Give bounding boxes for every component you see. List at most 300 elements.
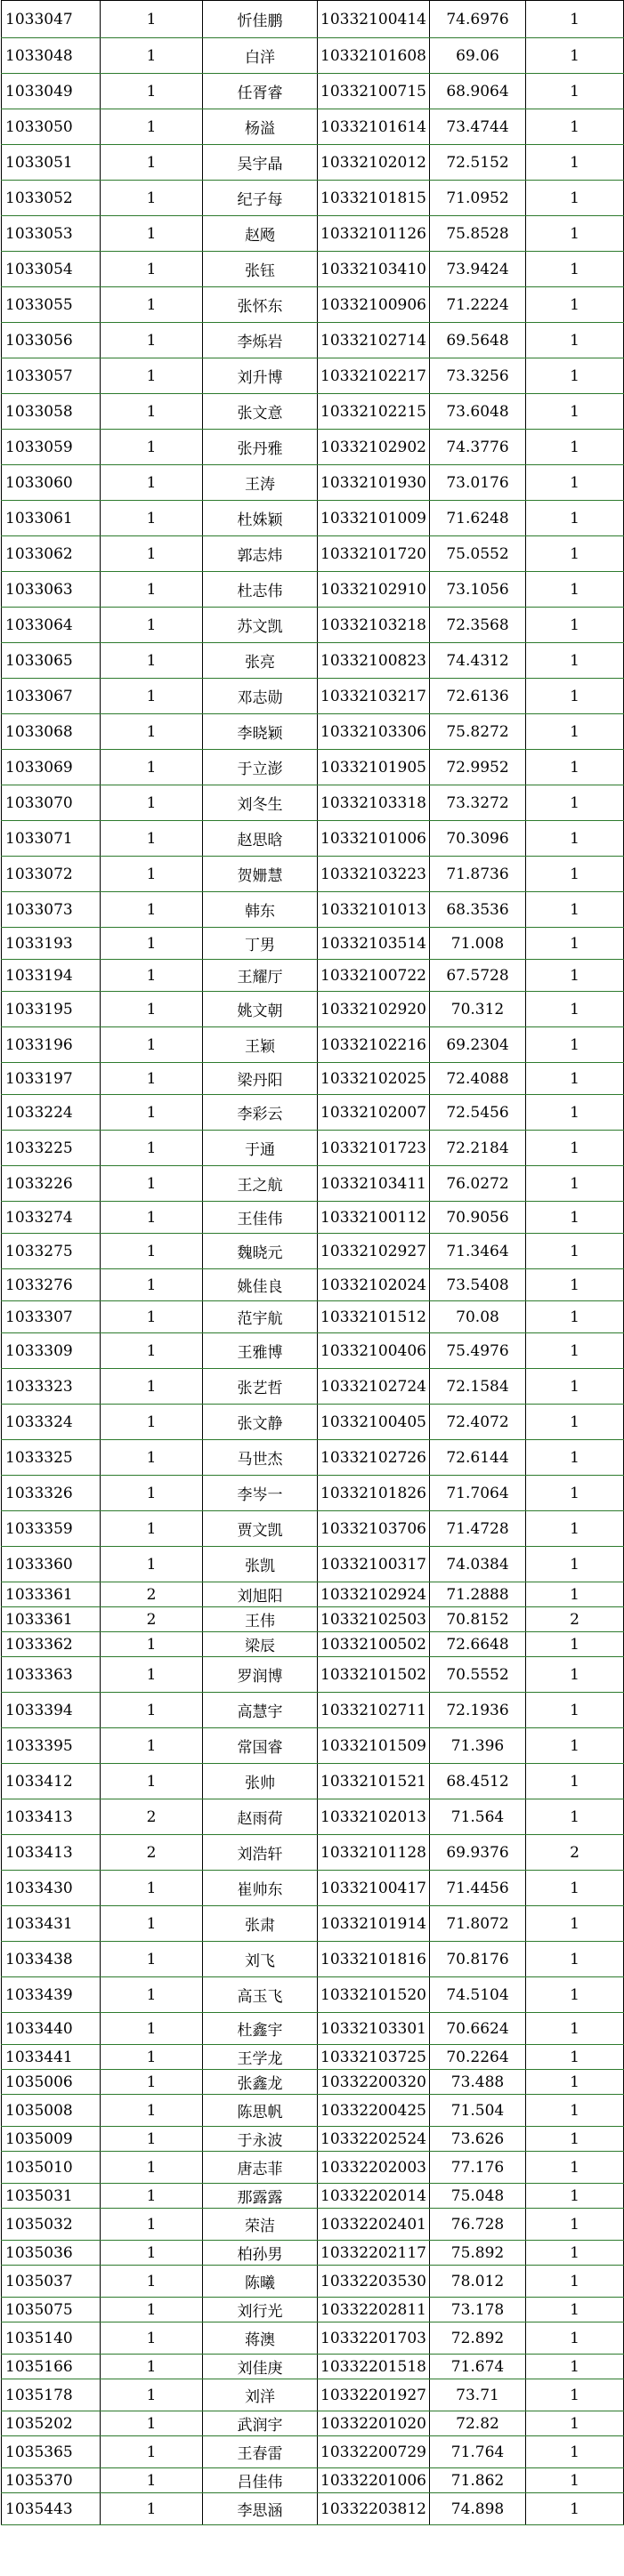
table-row [2,1369,624,1405]
position-code-cell: 1033361 [2,1607,101,1632]
position-code-cell: 1033326 [2,1476,101,1511]
table-row [2,181,624,216]
score-cell: 73.1056 [430,572,526,608]
position-code-cell: 1035032 [2,2209,101,2241]
score-cell: 69.06 [430,38,526,74]
quota-cell: 1 [101,38,203,74]
score-cell: 70.2264 [430,2045,526,2070]
candidate-name-cell: 赵思晗 [203,821,318,857]
quota-cell: 1 [101,109,203,145]
exam-number-cell: 10332201703 [318,2322,430,2355]
exam-number-cell: 10332202014 [318,2184,430,2209]
quota-cell: 1 [101,2379,203,2411]
candidate-name-cell: 张鑫龙 [203,2070,318,2095]
score-cell: 71.008 [430,928,526,960]
rank-cell: 1 [526,2436,624,2468]
exam-number-cell: 10332202003 [318,2152,430,2184]
exam-number-cell: 10332100317 [318,1547,430,1582]
table-row [2,892,624,928]
score-cell: 71.564 [430,1799,526,1835]
quota-cell: 1 [101,2127,203,2152]
position-code-cell: 1033274 [2,1202,101,1234]
position-code-cell: 1033431 [2,1906,101,1942]
rank-cell: 1 [526,1632,624,1657]
rank-cell: 1 [526,1405,624,1440]
rank-cell: 1 [526,2411,624,2436]
rank-cell: 1 [526,501,624,536]
rank-cell: 1 [526,960,624,992]
score-cell: 76.0272 [430,1166,526,1202]
score-cell: 72.892 [430,2322,526,2355]
candidate-name-cell: 马世杰 [203,1440,318,1476]
rank-cell: 1 [526,2045,624,2070]
rank-cell: 1 [526,2241,624,2266]
candidate-name-cell: 任胥睿 [203,74,318,109]
quota-cell: 1 [101,1632,203,1657]
position-code-cell: 1033069 [2,750,101,785]
candidate-name-cell: 郭志炜 [203,536,318,572]
table-row [2,2070,624,2095]
exam-number-cell: 10332102007 [318,1095,430,1131]
candidate-name-cell: 于立澎 [203,750,318,785]
quota-cell: 1 [101,323,203,358]
quota-cell: 1 [101,960,203,992]
table-row [2,857,624,892]
rank-cell: 1 [526,1301,624,1333]
exam-number-cell: 10332102714 [318,323,430,358]
score-cell: 75.0552 [430,536,526,572]
quota-cell: 1 [101,1977,203,2013]
exam-number-cell: 10332202401 [318,2209,430,2241]
rank-cell: 2 [526,1835,624,1871]
rank-cell: 1 [526,1202,624,1234]
score-cell: 73.5408 [430,1269,526,1301]
candidate-name-cell: 于通 [203,1131,318,1166]
score-cell: 72.2184 [430,1131,526,1166]
score-cell: 71.396 [430,1728,526,1764]
quota-cell: 1 [101,1657,203,1693]
score-cell: 73.6048 [430,394,526,430]
position-code-cell: 1033063 [2,572,101,608]
rank-cell: 1 [526,1871,624,1906]
table-row [2,821,624,857]
table-row [2,1027,624,1063]
position-code-cell: 1033062 [2,536,101,572]
position-code-cell: 1033324 [2,1405,101,1440]
position-code-cell: 1033323 [2,1369,101,1405]
rank-cell: 1 [526,857,624,892]
candidate-name-cell: 魏晓元 [203,1234,318,1269]
quota-cell: 1 [101,1476,203,1511]
score-cell: 73.3272 [430,785,526,821]
candidate-name-cell: 王春雷 [203,2436,318,2468]
score-cell: 71.504 [430,2095,526,2127]
quota-cell: 1 [101,501,203,536]
rank-cell: 1 [526,2209,624,2241]
rank-cell: 1 [526,821,624,857]
rank-cell: 1 [526,181,624,216]
quota-cell: 1 [101,1269,203,1301]
position-code-cell: 1033193 [2,928,101,960]
candidate-name-cell: 张文意 [203,394,318,430]
score-cell: 71.674 [430,2355,526,2379]
candidate-name-cell: 纪子每 [203,181,318,216]
position-code-cell: 1033194 [2,960,101,992]
quota-cell: 1 [101,2322,203,2355]
rank-cell: 1 [526,216,624,252]
score-cell: 68.4512 [430,1764,526,1799]
score-cell: 70.6624 [430,2013,526,2045]
rank-cell: 1 [526,2013,624,2045]
score-cell: 76.728 [430,2209,526,2241]
candidate-name-cell: 邓志勋 [203,679,318,714]
exam-number-cell: 10332101006 [318,821,430,857]
position-code-cell: 1033430 [2,1871,101,1906]
score-cell: 75.048 [430,2184,526,2209]
candidate-name-cell: 武润宇 [203,2411,318,2436]
position-code-cell: 1033195 [2,992,101,1027]
table-row [2,1269,624,1301]
quota-cell: 1 [101,287,203,323]
position-code-cell: 1033440 [2,2013,101,2045]
candidate-name-cell: 梁丹阳 [203,1063,318,1095]
exam-number-cell: 10332101905 [318,750,430,785]
rank-cell: 1 [526,1906,624,1942]
table-row [2,1547,624,1582]
candidate-name-cell: 白洋 [203,38,318,74]
quota-cell: 1 [101,2355,203,2379]
exam-number-cell: 10332101723 [318,1131,430,1166]
candidate-name-cell: 刘飞 [203,1942,318,1977]
rank-cell: 1 [526,1728,624,1764]
table-row [2,643,624,679]
quota-cell: 1 [101,2095,203,2127]
table-row [2,608,624,643]
quota-cell: 1 [101,536,203,572]
candidate-name-cell: 张凯 [203,1547,318,1582]
score-cell: 71.0952 [430,181,526,216]
score-cell: 70.8152 [430,1607,526,1632]
exam-number-cell: 10332102920 [318,992,430,1027]
table-row [2,2209,624,2241]
quota-cell: 1 [101,1764,203,1799]
position-code-cell: 1033073 [2,892,101,928]
table-row [2,2379,624,2411]
score-cell: 71.4456 [430,1871,526,1906]
quota-cell: 1 [101,430,203,465]
quota-cell: 1 [101,857,203,892]
candidate-name-cell: 苏文凯 [203,608,318,643]
exam-number-cell: 10332101608 [318,38,430,74]
table-row [2,1063,624,1095]
score-cell: 74.898 [430,2493,526,2525]
candidate-name-cell: 张丹雅 [203,430,318,465]
position-code-cell: 1033060 [2,465,101,501]
table-row [2,38,624,74]
rank-cell: 1 [526,1764,624,1799]
rank-cell: 1 [526,1799,624,1835]
score-cell: 69.2304 [430,1027,526,1063]
rank-cell: 1 [526,1369,624,1405]
rank-cell: 1 [526,1440,624,1476]
quota-cell: 1 [101,465,203,501]
table-row [2,358,624,394]
candidate-name-cell: 张文静 [203,1405,318,1440]
score-cell: 70.5552 [430,1657,526,1693]
candidate-name-cell: 王伟 [203,1607,318,1632]
table-row [2,1131,624,1166]
rank-cell: 1 [526,2095,624,2127]
quota-cell: 1 [101,1166,203,1202]
rank-cell: 1 [526,1693,624,1728]
score-cell: 69.9376 [430,1835,526,1871]
table-row [2,2411,624,2436]
table-row [2,1301,624,1333]
candidate-name-cell: 荣洁 [203,2209,318,2241]
candidate-name-cell: 张艺哲 [203,1369,318,1405]
rank-cell: 1 [526,430,624,465]
exam-number-cell: 10332101815 [318,181,430,216]
candidate-name-cell: 李彩云 [203,1095,318,1131]
table-row [2,1,624,38]
score-cell: 71.2224 [430,287,526,323]
score-cell: 70.312 [430,992,526,1027]
exam-number-cell: 10332100906 [318,287,430,323]
table-row [2,1333,624,1369]
score-cell: 72.5152 [430,145,526,181]
exam-number-cell: 10332103223 [318,857,430,892]
candidate-name-cell: 吕佳伟 [203,2468,318,2493]
quota-cell: 1 [101,1027,203,1063]
quota-cell: 1 [101,2266,203,2298]
candidate-name-cell: 吴宇晶 [203,145,318,181]
rank-cell: 1 [526,2184,624,2209]
candidate-name-cell: 罗润博 [203,1657,318,1693]
candidate-name-cell: 李晓颖 [203,714,318,750]
exam-number-cell: 10332200320 [318,2070,430,2095]
position-code-cell: 1033360 [2,1547,101,1582]
candidate-name-cell: 王学龙 [203,2045,318,2070]
score-cell: 74.3776 [430,430,526,465]
candidate-name-cell: 王之航 [203,1166,318,1202]
score-cell: 68.9064 [430,74,526,109]
candidate-name-cell: 贾文凯 [203,1511,318,1547]
position-code-cell: 1033309 [2,1333,101,1369]
exam-number-cell: 10332101614 [318,109,430,145]
candidate-name-cell: 贺姗慧 [203,857,318,892]
quota-cell: 1 [101,1871,203,1906]
quota-cell: 1 [101,1693,203,1728]
position-code-cell: 1033363 [2,1657,101,1693]
exam-number-cell: 10332101930 [318,465,430,501]
exam-number-cell: 10332103411 [318,1166,430,1202]
table-row [2,2355,624,2379]
table-row [2,2045,624,2070]
candidate-name-cell: 刘洋 [203,2379,318,2411]
table-row [2,74,624,109]
candidate-name-cell: 刘浩轩 [203,1835,318,1871]
rank-cell: 1 [526,323,624,358]
position-code-cell: 1033395 [2,1728,101,1764]
table-row [2,2127,624,2152]
candidate-name-cell: 张肃 [203,1906,318,1942]
position-code-cell: 1035037 [2,2266,101,2298]
rank-cell: 1 [526,465,624,501]
table-row [2,2298,624,2322]
quota-cell: 1 [101,1942,203,1977]
position-code-cell: 1033047 [2,1,101,38]
position-code-cell: 1035008 [2,2095,101,2127]
exam-number-cell: 10332102910 [318,572,430,608]
candidate-name-cell: 李烁岩 [203,323,318,358]
exam-number-cell: 10332200729 [318,2436,430,2468]
candidate-name-cell: 张亮 [203,643,318,679]
candidate-name-cell: 姚佳良 [203,1269,318,1301]
quota-cell: 1 [101,1333,203,1369]
position-code-cell: 1035006 [2,2070,101,2095]
score-cell: 71.764 [430,2436,526,2468]
quota-cell: 1 [101,892,203,928]
quota-cell: 1 [101,2298,203,2322]
exam-number-cell: 10332102013 [318,1799,430,1835]
score-cell: 73.4744 [430,109,526,145]
quota-cell: 1 [101,1063,203,1095]
exam-number-cell: 10332102924 [318,1582,430,1607]
position-code-cell: 1033225 [2,1131,101,1166]
score-cell: 73.488 [430,2070,526,2095]
table-row [2,465,624,501]
quota-cell: 1 [101,252,203,287]
exam-number-cell: 10332102217 [318,358,430,394]
table-row [2,1906,624,1942]
exam-number-cell: 10332102724 [318,1369,430,1405]
position-code-cell: 1033049 [2,74,101,109]
exam-number-cell: 10332102711 [318,1693,430,1728]
rank-cell: 1 [526,2468,624,2493]
candidate-name-cell: 范宇航 [203,1301,318,1333]
exam-number-cell: 10332103514 [318,928,430,960]
table-row [2,785,624,821]
quota-cell: 1 [101,608,203,643]
quota-cell: 1 [101,358,203,394]
exam-number-cell: 10332102012 [318,145,430,181]
position-code-cell: 1035009 [2,2127,101,2152]
score-cell: 74.4312 [430,643,526,679]
position-code-cell: 1035010 [2,2152,101,2184]
quota-cell: 1 [101,394,203,430]
candidate-name-cell: 王耀厅 [203,960,318,992]
candidate-name-cell: 杜志伟 [203,572,318,608]
rank-cell: 1 [526,536,624,572]
exam-number-cell: 10332203530 [318,2266,430,2298]
score-cell: 71.8072 [430,1906,526,1942]
quota-cell: 1 [101,1906,203,1942]
table-row [2,323,624,358]
candidate-name-cell: 王涛 [203,465,318,501]
table-row [2,252,624,287]
quota-cell: 2 [101,1835,203,1871]
score-cell: 71.3464 [430,1234,526,1269]
position-code-cell: 1033065 [2,643,101,679]
candidate-name-cell: 忻佳鹏 [203,1,318,38]
table-row [2,1405,624,1440]
exam-number-cell: 10332101521 [318,1764,430,1799]
position-code-cell: 1033067 [2,679,101,714]
quota-cell: 1 [101,1131,203,1166]
candidate-name-cell: 张怀东 [203,287,318,323]
position-code-cell: 1033307 [2,1301,101,1333]
position-code-cell: 1033359 [2,1511,101,1547]
table-row [2,2266,624,2298]
table-row [2,2493,624,2525]
exam-number-cell: 10332101009 [318,501,430,536]
exam-number-cell: 10332200425 [318,2095,430,2127]
quota-cell: 1 [101,928,203,960]
quota-cell: 1 [101,2184,203,2209]
score-cell: 73.3256 [430,358,526,394]
rank-cell: 1 [526,750,624,785]
rank-cell: 1 [526,1234,624,1269]
score-cell: 70.9056 [430,1202,526,1234]
candidate-name-cell: 刘旭阳 [203,1582,318,1607]
table-row [2,394,624,430]
rank-cell: 1 [526,2152,624,2184]
candidate-name-cell: 刘行光 [203,2298,318,2322]
table-row [2,536,624,572]
position-code-cell: 1033071 [2,821,101,857]
candidate-name-cell: 王佳伟 [203,1202,318,1234]
candidate-name-cell: 李思涵 [203,2493,318,2525]
table-row [2,1476,624,1511]
position-code-cell: 1033059 [2,430,101,465]
table-row [2,109,624,145]
candidate-name-cell: 唐志菲 [203,2152,318,2184]
position-code-cell: 1033058 [2,394,101,430]
table-row [2,2013,624,2045]
rank-cell: 1 [526,928,624,960]
table-row [2,572,624,608]
quota-cell: 1 [101,1234,203,1269]
exam-number-cell: 10332102503 [318,1607,430,1632]
rank-cell: 1 [526,2355,624,2379]
position-code-cell: 1033361 [2,1582,101,1607]
table-row [2,1095,624,1131]
score-cell: 73.626 [430,2127,526,2152]
quota-cell: 1 [101,1095,203,1131]
table-row [2,928,624,960]
table-row [2,960,624,992]
score-cell: 72.1936 [430,1693,526,1728]
quota-cell: 1 [101,2468,203,2493]
exam-number-cell: 10332101509 [318,1728,430,1764]
exam-number-cell: 10332103301 [318,2013,430,2045]
exam-number-cell: 10332102215 [318,394,430,430]
rank-cell: 1 [526,1027,624,1063]
candidate-name-cell: 姚文朝 [203,992,318,1027]
quota-cell: 1 [101,572,203,608]
exam-number-cell: 10332202811 [318,2298,430,2322]
exam-number-cell: 10332101013 [318,892,430,928]
rank-cell: 1 [526,1,624,38]
quota-cell: 1 [101,2209,203,2241]
candidate-name-cell: 赵雨荷 [203,1799,318,1835]
candidate-name-cell: 常国睿 [203,1728,318,1764]
position-code-cell: 1033070 [2,785,101,821]
table-row [2,2184,624,2209]
rank-cell: 1 [526,643,624,679]
position-code-cell: 1033050 [2,109,101,145]
quota-cell: 1 [101,1405,203,1440]
